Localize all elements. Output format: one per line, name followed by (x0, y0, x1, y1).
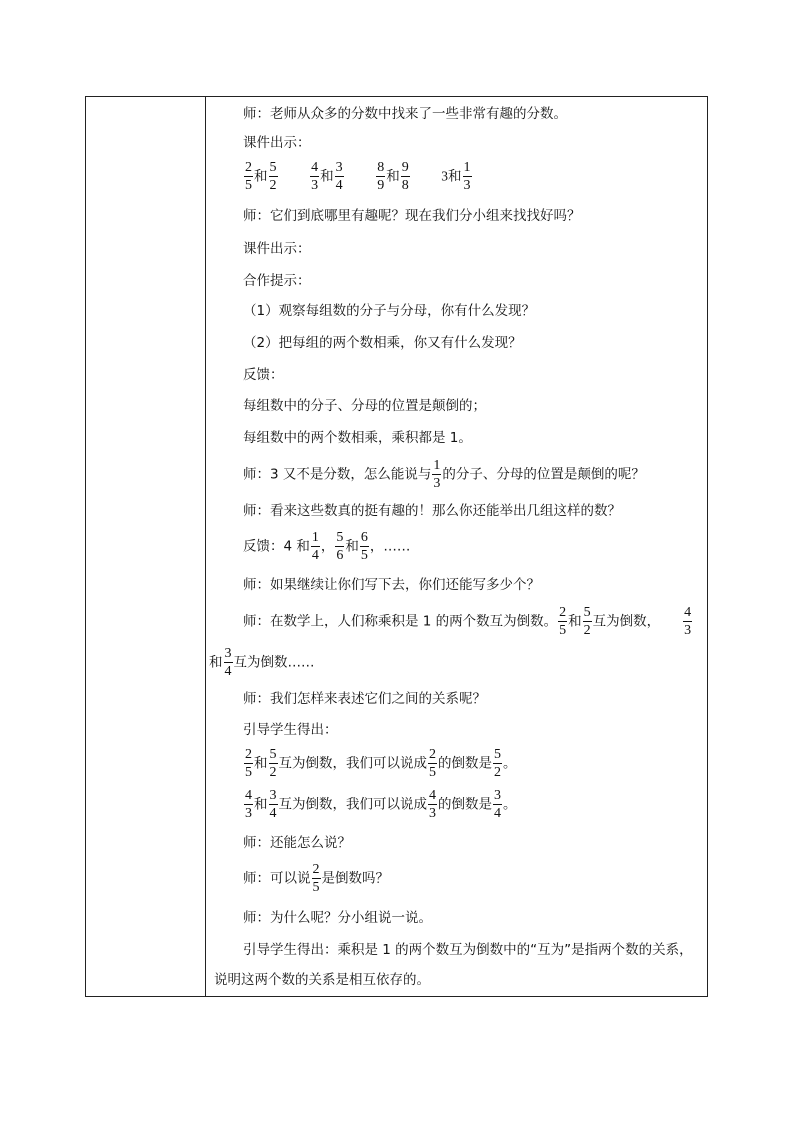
fraction: $\frac{3}{4}$ (224, 646, 232, 679)
fraction: $\frac{4}{3}$ (311, 160, 319, 193)
fraction: $\frac{4}{3}$ (684, 605, 692, 638)
fraction: $\frac{1}{3}$ (463, 160, 471, 193)
fraction: $\frac{2}{5}$ (429, 747, 436, 780)
fraction: $\frac{4}{3}$ (429, 788, 436, 821)
guide-label-1: 引导学生得出： (243, 722, 338, 738)
fraction: $\frac{2}{5}$ (245, 747, 252, 780)
fraction: $\frac{5}{2}$ (583, 605, 591, 638)
fraction-pairs-row: $\frac{2}{5}$ 和 $\frac{5}{2}$ $\frac{4}{3}$ 和 $\frac{3}{4}$ $\frac{8}{9}$ 和 $\frac{9}{8}$ 3和 $\frac{1}{3}$ (245, 160, 471, 193)
definition-line: 师：在数学上，人们称乘积是 1 的两个数互为倒数。 $\frac{2}{5}$ 和 $\frac{5}{2}$ 互为倒数， $\frac{4}{3}$ (243, 605, 692, 638)
fraction: $\frac{2}{5}$ (559, 605, 567, 638)
fraction: $\frac{3}{4}$ (335, 160, 343, 193)
tip-2: （2）把每组的两个数相乘，你又有什么发现？ (243, 335, 522, 351)
fraction: $\frac{4}{3}$ (245, 788, 252, 821)
cooperation-tips-label: 合作提示： (243, 273, 311, 289)
fraction: $\frac{2}{5}$ (312, 862, 320, 895)
courseware-label-1: 课件出示： (243, 135, 311, 151)
conclusion-line-1: 引导学生得出：乘积是 1 的两个数互为倒数中的“互为”是指两个数的关系， (243, 942, 693, 958)
fraction: $\frac{5}{2}$ (494, 747, 501, 780)
teacher-line-2: 师：它们到底哪里有趣呢？现在我们分小组来找找好吗？ (243, 208, 581, 224)
reciprocal-statement-1: $\frac{2}{5}$ 和 $\frac{5}{2}$ 互为倒数，我们可以说成 $\frac{2}{5}$ 的倒数是 $\frac{5}{2}$ 。 (245, 747, 517, 780)
feedback-line-1: 每组数中的分子、分母的位置是颠倒的； (243, 398, 486, 414)
fraction: $\frac{2}{5}$ (245, 160, 252, 193)
courseware-label-2: 课件出示： (243, 241, 311, 257)
tip-1: （1）观察每组数的分子与分母，你有什么发现？ (243, 303, 536, 319)
teacher-line-6: 师：我们怎样来表述它们之间的关系呢？ (243, 691, 486, 707)
teacher-line-8: 师：可以说 $\frac{2}{5}$ 是倒数吗？ (243, 862, 389, 895)
teacher-line-4: 师：看来这些数真的挺有趣的！那么你还能举出几组这样的数？ (243, 503, 621, 519)
conclusion-line-2: 说明这两个数的关系是相互依存的。 (214, 972, 430, 988)
teacher-line-9: 师：为什么呢？分小组说一说。 (243, 910, 432, 926)
lesson-content-cell (206, 96, 708, 997)
fraction: $\frac{5}{2}$ (269, 160, 277, 193)
reciprocal-statement-2: $\frac{4}{3}$ 和 $\frac{3}{4}$ 互为倒数，我们可以说成 $\frac{4}{3}$ 的倒数是 $\frac{3}{4}$ 。 (245, 788, 517, 821)
fraction: $\frac{3}{4}$ (269, 788, 277, 821)
fraction: $\frac{5}{2}$ (269, 747, 277, 780)
teacher-line-7: 师：还能怎么说？ (243, 835, 351, 851)
feedback-examples: 反馈：4 和 $\frac{1}{4}$ ， $\frac{5}{6}$ 和 $\frac{6}{5}$ ，…… (243, 530, 411, 563)
fraction: $\frac{3}{4}$ (494, 788, 501, 821)
teacher-question-3: 师：3 又不是分数，怎么能说与 $\frac{1}{3}$ 的分子、分母的位置是颠倒的呢？ (243, 458, 645, 491)
fraction: $\frac{5}{6}$ (336, 530, 344, 563)
fraction: $\frac{1}{4}$ (311, 530, 319, 563)
fraction: $\frac{9}{8}$ (401, 160, 409, 193)
fraction: $\frac{8}{9}$ (377, 160, 385, 193)
teacher-line-1: 师：老师从众多的分数中找来了一些非常有趣的分数。 (243, 106, 567, 122)
fraction: $\frac{1}{3}$ (433, 458, 441, 491)
feedback-line-2: 每组数中的两个数相乘，乘积都是 1。 (243, 430, 472, 446)
teacher-line-5: 师：如果继续让你们写下去，你们还能写多少个？ (243, 577, 540, 593)
feedback-label: 反馈： (243, 367, 284, 383)
definition-line-cont: 和 $\frac{3}{4}$ 互为倒数…… (209, 646, 315, 679)
fraction: $\frac{6}{5}$ (360, 530, 368, 563)
